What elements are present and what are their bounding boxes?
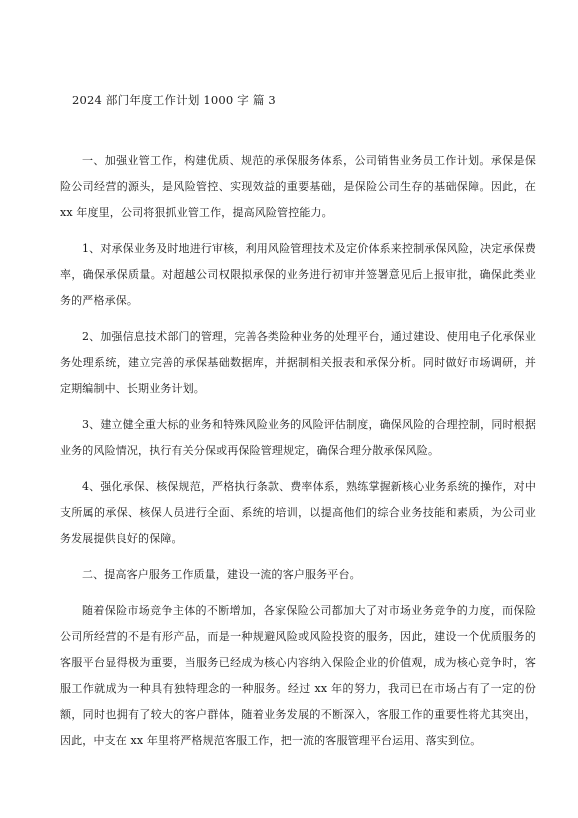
paragraph-2: 1、对承保业务及时地进行审核，利用风险管理技术及定价体系来控制承保风险，决定承保费率，确保承保质量。对超越公司权限拟承保的业务进行初审并签署意见后上报审批，确保此类业务的严格承保。 xyxy=(60,242,536,307)
document-body xyxy=(60,148,536,764)
paragraph-6: 二、提高客户服务工作质量，建设一流的客户服务平台。 xyxy=(82,568,361,581)
paragraph-1: 一、加强业管工作，构建优质、规范的承保服务体系，公司销售业务员工作计划。承保是保险公司经营的源头，是风险管控、实现效益的重要基础，是保险公司生存的基础保障。因此，在 xx 年度里，公司将狠抓业管工作，提高风险管控能力。 xyxy=(60,154,536,219)
paragraph-4: 3、建立健全重大标的业务和特殊风险业务的风险评估制度，确保风险的合理控制，同时根据业务的风险情况，执行有关分保或再保险管理规定，确保合理分散承保风险。 xyxy=(60,418,536,457)
document-title: 2024 部门年度工作计划 1000 字 篇 3 xyxy=(72,93,276,107)
paragraph-3: 2、加强信息技术部门的管理，完善各类险种业务的处理平台，通过建设、使用电子化承保业务处理系统，建立完善的承保基础数据库，并据制相关报表和承保分析。同时做好市场调研，并定期编制中、长期业务计划。 xyxy=(60,330,536,395)
paragraph-7: 随着保险市场竞争主体的不断增加，各家保险公司都加大了对市场业务竞争的力度，而保险公司所经营的不是有形产品，而是一种规避风险或风险投资的服务，因此，建设一个优质服务的客服平台显得极为重要，当服务已经成为核心内容纳入保险企业的价值观，成为核心竞争时，客服工作就成为一种具有独特理念的一种服务。经过 xx 年的努力，我司已在市场占有了一定的份额，同时也拥有了较大的客户群体，随着业务发展的不断深入，客服工作的重要性将尤其突出，因此，中支在 xx 年里将严格规范客服工作，把一流的客服管理平台运用、落实到位。 xyxy=(60,604,536,747)
paragraph-5: 4、强化承保、核保规范，严格执行条款、费率体系，熟练掌握新核心业务系统的操作，对中支所属的承保、核保人员进行全面、系统的培训，以提高他们的综合业务技能和素质，为公司业务发展提供良好的保障。 xyxy=(60,480,536,545)
